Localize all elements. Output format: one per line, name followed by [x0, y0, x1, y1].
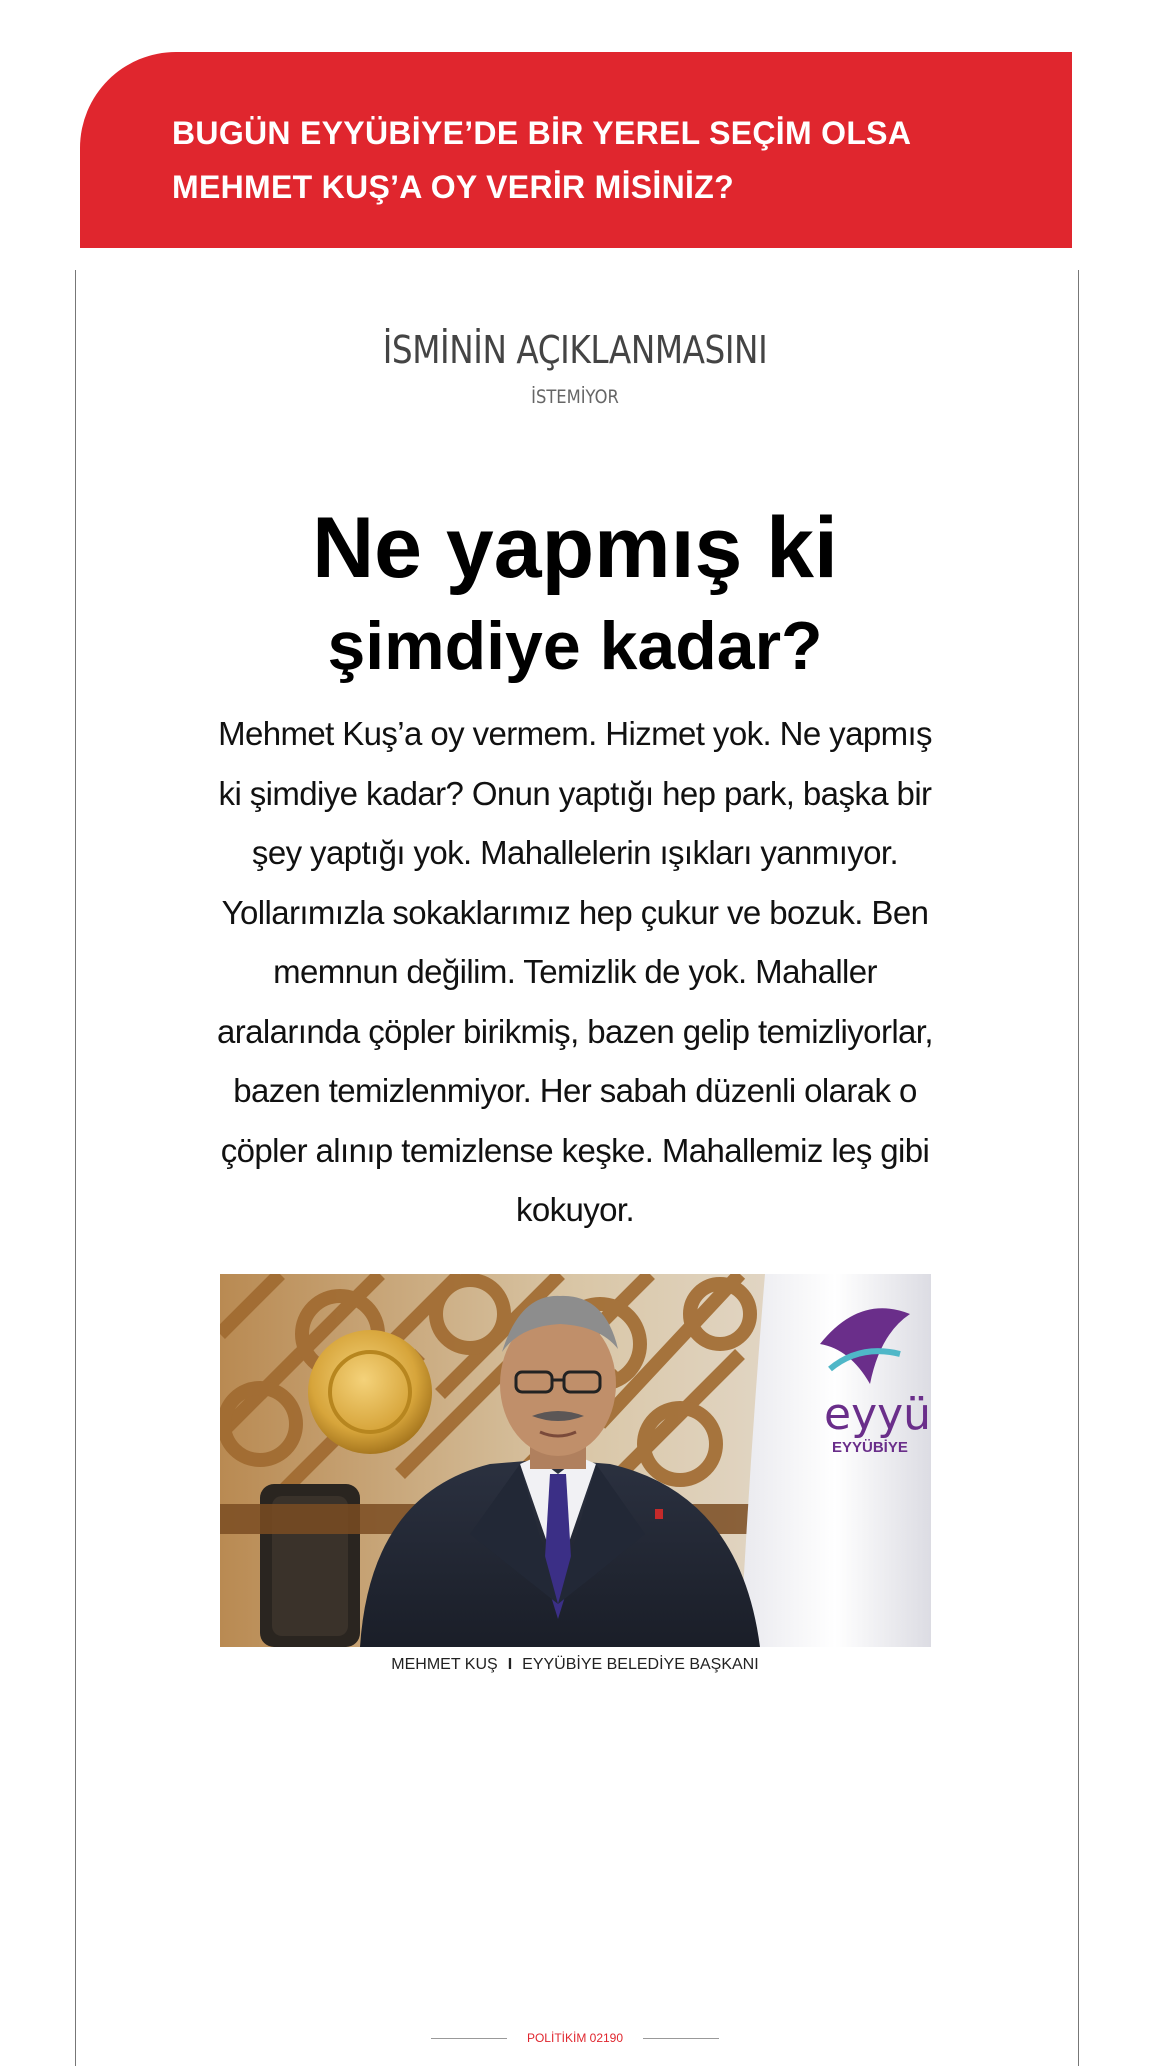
- caption-title: EYYÜBİYE BELEDİYE BAŞKANI: [522, 1656, 759, 1673]
- gold-plate: [308, 1330, 432, 1454]
- caption-separator: I: [507, 1656, 513, 1673]
- page-footer: [0, 2031, 1150, 2045]
- footer-rule-left: [431, 2038, 507, 2039]
- headline-line-2: şimdiye kadar?: [327, 608, 823, 684]
- headline-line-1: Ne yapmış ki: [312, 500, 838, 596]
- banner-line-1: BUGÜN EYYÜBİYE’DE BİR YEREL SEÇİM OLSA: [172, 115, 912, 151]
- quote-headline: [0, 498, 1150, 694]
- question-banner: [80, 52, 1072, 248]
- source-label: İSMİNİN AÇIKLANMASINI: [382, 328, 768, 372]
- mayor-photo: [220, 1274, 931, 1647]
- quote-body: Mehmet Kuş’a oy vermem. Hizmet yok. Ne yapmış ki şimdiye kadar? Onun yaptığı hep park, başka bir şey yaptığı yok. Mahallelerin ışıkları yanmıyor. Yollarımızla sokaklarımız hep çukur ve bozuk. Ben memnun değilim. Temizlik de yok. Mahaller aralarında çöpler birikmiş, bazen gelip temizliyorlar, bazen temizlenmiyor. Her sabah düzenli olarak o çöpler alınıp temizlense keşke. Mahallemiz leş gibi kokuyor.: [217, 715, 933, 1228]
- caption-name: MEHMET KUŞ: [391, 1656, 498, 1673]
- source-sublabel: İSTEMİYOR: [531, 386, 619, 408]
- banner-line-2: MEHMET KUŞ’A OY VERİR MİSİNİZ?: [172, 169, 734, 205]
- footer-text: POLİTİKİM 02190: [526, 2031, 624, 2045]
- municipality-flag: [740, 1274, 931, 1647]
- flag-logo-text: eyyü: [824, 1389, 931, 1440]
- photo-caption: [0, 1656, 1150, 1674]
- footer-rule-right: [643, 2038, 719, 2039]
- flag-name-text: EYYÜBİYE: [832, 1439, 908, 1456]
